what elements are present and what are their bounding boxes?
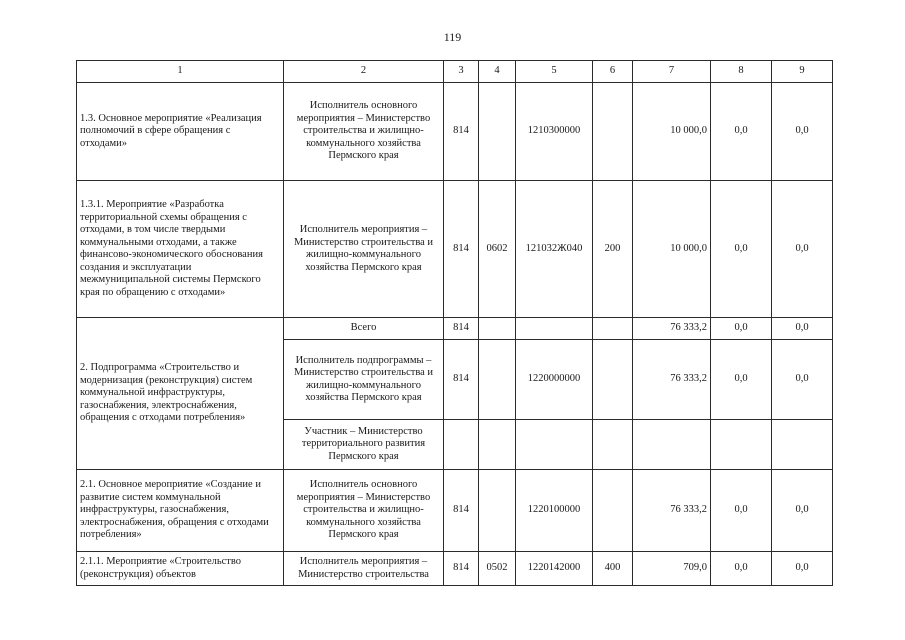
amount-cell	[711, 420, 772, 470]
section-code-cell	[479, 83, 516, 181]
table-row	[77, 552, 833, 586]
executor-cell: Всего	[284, 318, 444, 340]
expense-type-cell	[593, 420, 633, 470]
amount-cell	[772, 420, 833, 470]
event-name-cell: 1.3. Основное мероприятие «Реализация полномочий в сфере обращения с отходами»	[77, 83, 284, 181]
section-code-cell	[479, 318, 516, 340]
executor-cell: Исполнитель мероприятия – Министерство строительства	[284, 552, 444, 586]
amount-cell: 0,0	[711, 552, 772, 586]
amount-cell: 76 333,2	[633, 470, 711, 552]
expense-type-cell	[593, 318, 633, 340]
target-code-cell: 1220100000	[516, 470, 593, 552]
column-header: 3	[444, 61, 479, 83]
table-row	[77, 318, 833, 340]
amount-cell: 10 000,0	[633, 83, 711, 181]
event-name-cell: 2. Подпрограмма «Строительство и модернизация (реконструкция) систем коммунальной инфраструктуры, газоснабжения, электроснабжения, обращения с отходами потребления»	[77, 318, 284, 470]
amount-cell: 0,0	[711, 83, 772, 181]
budget-table	[76, 60, 833, 586]
target-code-cell	[516, 318, 593, 340]
column-header: 6	[593, 61, 633, 83]
executor-cell: Исполнитель мероприятия – Министерство строительства и жилищно-коммунального хозяйства Пермского края	[284, 181, 444, 318]
table-row	[77, 470, 833, 552]
page-number: 119	[443, 30, 462, 44]
column-header: 2	[284, 61, 444, 83]
section-code-cell: 0502	[479, 552, 516, 586]
expense-type-cell	[593, 340, 633, 420]
section-code-cell: 0602	[479, 181, 516, 318]
grbs-cell: 814	[444, 340, 479, 420]
executor-cell: Участник – Министерство территориального развития Пермского края	[284, 420, 444, 470]
column-header: 4	[479, 61, 516, 83]
grbs-cell: 814	[444, 83, 479, 181]
amount-cell: 0,0	[711, 181, 772, 318]
amount-cell: 76 333,2	[633, 340, 711, 420]
grbs-cell: 814	[444, 552, 479, 586]
grbs-cell: 814	[444, 470, 479, 552]
column-header: 5	[516, 61, 593, 83]
column-header: 7	[633, 61, 711, 83]
target-code-cell: 1220142000	[516, 552, 593, 586]
target-code-cell	[516, 420, 593, 470]
amount-cell: 0,0	[772, 470, 833, 552]
event-name-cell: 1.3.1. Мероприятие «Разработка территориальной схемы обращения с отходами, в том числе твердыми коммунальными отходами, а также финансово-экономического обоснования создания и эксплуатации межмуниципальной системы Пермского края по обращению с отходами»	[77, 181, 284, 318]
amount-cell: 0,0	[772, 552, 833, 586]
column-header: 9	[772, 61, 833, 83]
section-code-cell	[479, 420, 516, 470]
grbs-cell: 814	[444, 181, 479, 318]
target-code-cell: 121032Ж040	[516, 181, 593, 318]
expense-type-cell	[593, 83, 633, 181]
amount-cell: 0,0	[711, 318, 772, 340]
amount-cell: 0,0	[772, 318, 833, 340]
header-row	[77, 61, 833, 83]
executor-cell: Исполнитель подпрограммы – Министерство строительства и жилищно-коммунального хозяйства Пермского края	[284, 340, 444, 420]
section-code-cell	[479, 340, 516, 420]
target-code-cell: 1210300000	[516, 83, 593, 181]
amount-cell: 76 333,2	[633, 318, 711, 340]
amount-cell: 0,0	[711, 340, 772, 420]
expense-type-cell: 200	[593, 181, 633, 318]
table-row	[77, 83, 833, 181]
target-code-cell: 1220000000	[516, 340, 593, 420]
amount-cell: 709,0	[633, 552, 711, 586]
amount-cell: 0,0	[711, 470, 772, 552]
event-name-cell: 2.1.1. Мероприятие «Строительство (реконструкция) объектов	[77, 552, 284, 586]
grbs-cell: 814	[444, 318, 479, 340]
table-row	[77, 181, 833, 318]
grbs-cell	[444, 420, 479, 470]
column-header: 8	[711, 61, 772, 83]
column-header: 1	[77, 61, 284, 83]
expense-type-cell	[593, 470, 633, 552]
executor-cell: Исполнитель основного мероприятия – Министерство строительства и жилищно-коммунального хозяйства Пермского края	[284, 83, 444, 181]
executor-cell: Исполнитель основного мероприятия – Министерство строительства и жилищно-коммунального хозяйства Пермского края	[284, 470, 444, 552]
amount-cell: 0,0	[772, 83, 833, 181]
event-name-cell: 2.1. Основное мероприятие «Создание и развитие систем коммунальной инфраструктуры, газоснабжения, электроснабжения, обращения с отходами потребления»	[77, 470, 284, 552]
amount-cell: 10 000,0	[633, 181, 711, 318]
amount-cell	[633, 420, 711, 470]
section-code-cell	[479, 470, 516, 552]
amount-cell: 0,0	[772, 340, 833, 420]
expense-type-cell: 400	[593, 552, 633, 586]
amount-cell: 0,0	[772, 181, 833, 318]
